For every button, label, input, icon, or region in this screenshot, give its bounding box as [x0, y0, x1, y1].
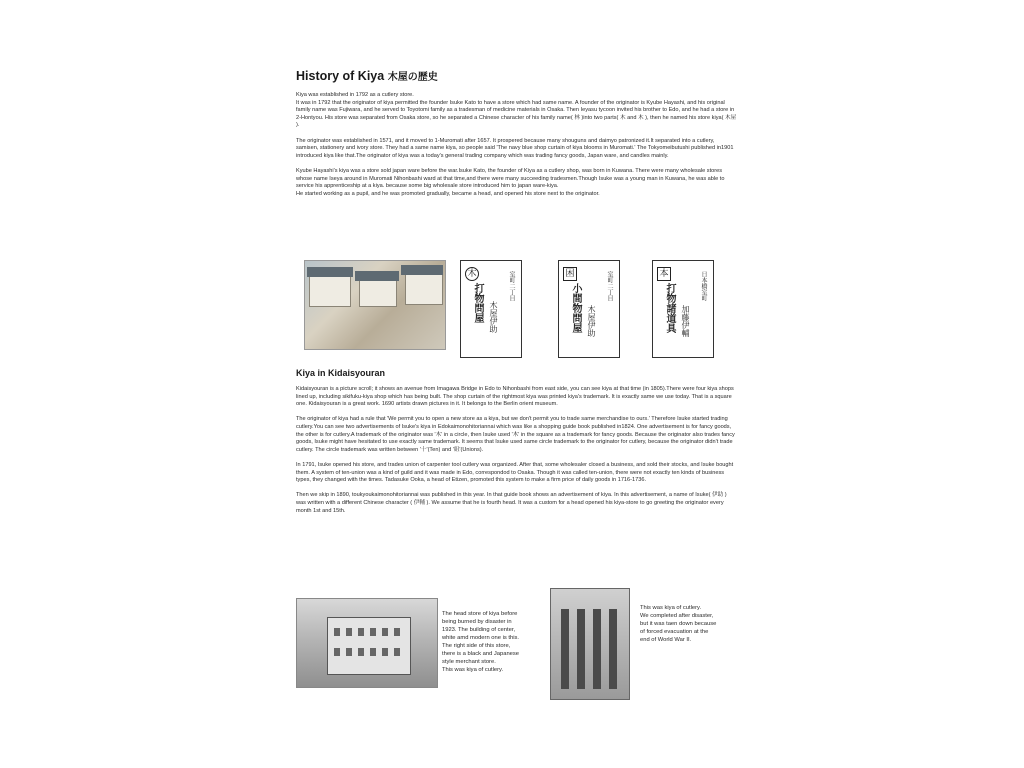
caption-line: 1923. The building of center,: [442, 627, 516, 633]
section-heading: Kiya in Kidaisyouran: [296, 368, 386, 378]
photo-window: [394, 628, 400, 636]
photo-window: [358, 648, 364, 656]
advertisement-card-3: [652, 260, 714, 358]
caption-line: white amd modern one is this.: [442, 635, 520, 641]
photo-window: [382, 628, 388, 636]
photo-window: [346, 628, 352, 636]
caption-line: but it was taen down because: [640, 621, 717, 627]
circle-trademark: 木: [465, 267, 479, 281]
scroll-roof: [355, 271, 399, 281]
photo-column: [609, 609, 617, 689]
card-1-side-text: 木屋伊助: [489, 301, 498, 333]
photo-column: [593, 609, 601, 689]
postwar-store-caption: [640, 604, 716, 644]
scroll-building: [359, 279, 397, 307]
postwar-store-photo: [550, 588, 630, 700]
caption-line: of forced evacuation at the: [640, 629, 709, 635]
figure-row: [304, 256, 734, 360]
square-trademark: 困: [563, 267, 577, 281]
kidaisyouran-paragraph-1: Kidaisyouran is a picture scroll; it shows an avenue from Imagawa Bridge in Edo to Nihonbashi from east side, you can see kiya at that time (in 1805).There were four kiya shops lined up, including sikifuku-kiya shop which has being built. The shop curtain of the rightmost kiya was printed kiya's trademark. It is exactly same we use today. That is a square one. Kidaisyouran is a great work. 1690 artists drawn pictures in it. It belongs to the Berlin orient museum.: [296, 386, 734, 408]
document-page: [296, 0, 738, 768]
photo-building: [327, 617, 411, 675]
card-3-address: 日本橋室町: [700, 271, 707, 301]
card-2-title: 小間物問屋: [570, 283, 581, 333]
advertisement-card-2: [558, 260, 620, 358]
caption-line: being burned by disaster in: [442, 619, 512, 625]
history-paragraph-3: The originator was established in 1571, and it moved to 1-Muromati after 1657. It prospered because many shouguns and daimyo patronized it.It separated into a cutlery, samisen, stationery and ivory store. They had a same name kiya, so people said 'The navy blue shop curtain of kiya blooms in Muromati.' The Tokyomeibutushi published in1901 introduced kiya like that.The originator of kiya was a today's general trading company which was trading fancy goods, Japan ware, and candles mainly.: [296, 137, 734, 159]
card-3-side-text: 加藤伊輔: [681, 305, 690, 337]
page-title: [296, 68, 438, 83]
caption-line: We completed after disaster,: [640, 613, 714, 619]
kidaisyouran-scroll-image: [304, 260, 446, 350]
square-trademark: 本: [657, 267, 671, 281]
history-paragraph-2: It was in 1792 that the originator of kiya permitted the founder Isuke Kato to have a store which had same name. A founder of the originator is Kyube Hayashi, and his original family name was Fujiwara, and he served to Toyotomi family as a tradesman of medicine materials in Osaka. Then Ieyasu tycoon invited his brother to Edo, and he had a store in 2-Hontyou. His store was separated from Osaka store, so he separated a Chinese character of his family name( 林 )into two parts( 木 and 木 ), then he named his store kiya( 木屋 ).: [296, 99, 737, 129]
photo-column: [561, 609, 569, 689]
photo-window: [394, 648, 400, 656]
head-store-caption: [442, 610, 519, 674]
caption-line: The right side of this store,: [442, 643, 511, 649]
card-2-side-text: 木屋伊助: [587, 305, 596, 337]
photo-window: [370, 628, 376, 636]
card-3-title: 打物諸道具: [664, 283, 675, 333]
caption-line: there is a black and Japanese: [442, 651, 520, 657]
photo-window: [334, 648, 340, 656]
photo-window: [334, 628, 340, 636]
title-japanese: 木屋の歴史: [387, 72, 438, 83]
history-section: [296, 92, 738, 198]
history-paragraph-4: Kyube Hayashi's kiya was a store sold japan ware before the war.Isuke Kato, the founder of Kiya as a cutlery shop, was born in Kuwana. There were many wholesale stores whose name Iseya around in Muromati Nihonbashi ward at that time,and there were many succeeding tradesmen.Though Isuke was a young man in Kuwana, he was able to service his apprenticeship at a kiya. because some big wholesale store introduced him to japan ware-kiya.: [296, 167, 725, 190]
card-1-address: 室町二丁目: [508, 271, 515, 301]
scroll-roof: [401, 265, 443, 275]
photo-column: [577, 609, 585, 689]
photo-window: [382, 648, 388, 656]
history-paragraph-1: Kiya was established in 1792 as a cutlery store.: [296, 92, 414, 98]
title-english: History of Kiya: [296, 69, 385, 83]
caption-line: This was kiya of cutlery.: [640, 605, 702, 611]
scroll-building: [309, 275, 351, 307]
kidaisyouran-section: [296, 386, 738, 523]
scroll-building: [405, 273, 443, 305]
card-2-address: 室町二丁目: [606, 271, 613, 301]
kidaisyouran-paragraph-3: In 1791, Isuke opened his store, and trades union of carpenter tool cutlery was organized. After that, some wholesaler closed a business, and sold their stocks, and Isuke bought them. A system of ten-union was a kind of guild and it was made in Edo, correspondod to Osaka. Though it was called ten-union, there were not exactly ten kinds of business types, they changed with the times. Tadasuke Ooka, a head of Etizen, promoted this system to make a firm price of daily goods in 1716-1736.: [296, 461, 734, 484]
history-paragraph-5: He started working as a pupil, and he was promoted gradually, became a head, and opened his store next to the originator.: [296, 190, 600, 197]
photo-window: [370, 648, 376, 656]
photo-window: [358, 628, 364, 636]
caption-line: The head store of kiya before: [442, 611, 518, 617]
scroll-roof: [307, 267, 353, 277]
caption-line: style merchant store.: [442, 659, 496, 665]
kidaisyouran-paragraph-4: Then we skip in 1890, toukyoukaimonohitoriannai was published in this year. In that guide book shows an advertisement of kiya. In this advertisement, a name of Isuke( 伊助 ) was written with a different Chinese character ( 伊輔 ). We assume that he is fourth head. It was a custom for a head opened his kiya-store to go greeting the originator every month 1st and 15th.: [296, 492, 727, 514]
card-1-title: 打物問屋: [472, 283, 483, 323]
head-store-photo: [296, 598, 438, 688]
photo-window: [346, 648, 352, 656]
kidaisyouran-paragraph-2: The originator of kiya had a rule that 'We permit you to open a new store as a kiya, but we don't permit you to trade same merchandise to ours.' Therefore Isuke started trading cutlery.You can see two advertisements of Isuke's kiya in Edokaimonohitoriannai which was like a shopping guide book published in1824. One advertisement is for fancy goods, the other is for cutlery.A trademark of the originator was '木' in a circle, then Isuke used '木' in the square as a trademark for fancy goods. Because the originator also trades fancy goods, Isuke might have hesitated to use exactly same trademark. It seems that Isuke used same circle trademark to the originator for cutlery, because the originator didn't trade cutlery. The circle trademark was written between '十'(Ten) and '組'(Unions).: [296, 416, 735, 453]
advertisement-card-1: [460, 260, 522, 358]
caption-line: end of World War II.: [640, 637, 692, 643]
caption-line: This was kiya of cutlery.: [442, 667, 504, 673]
